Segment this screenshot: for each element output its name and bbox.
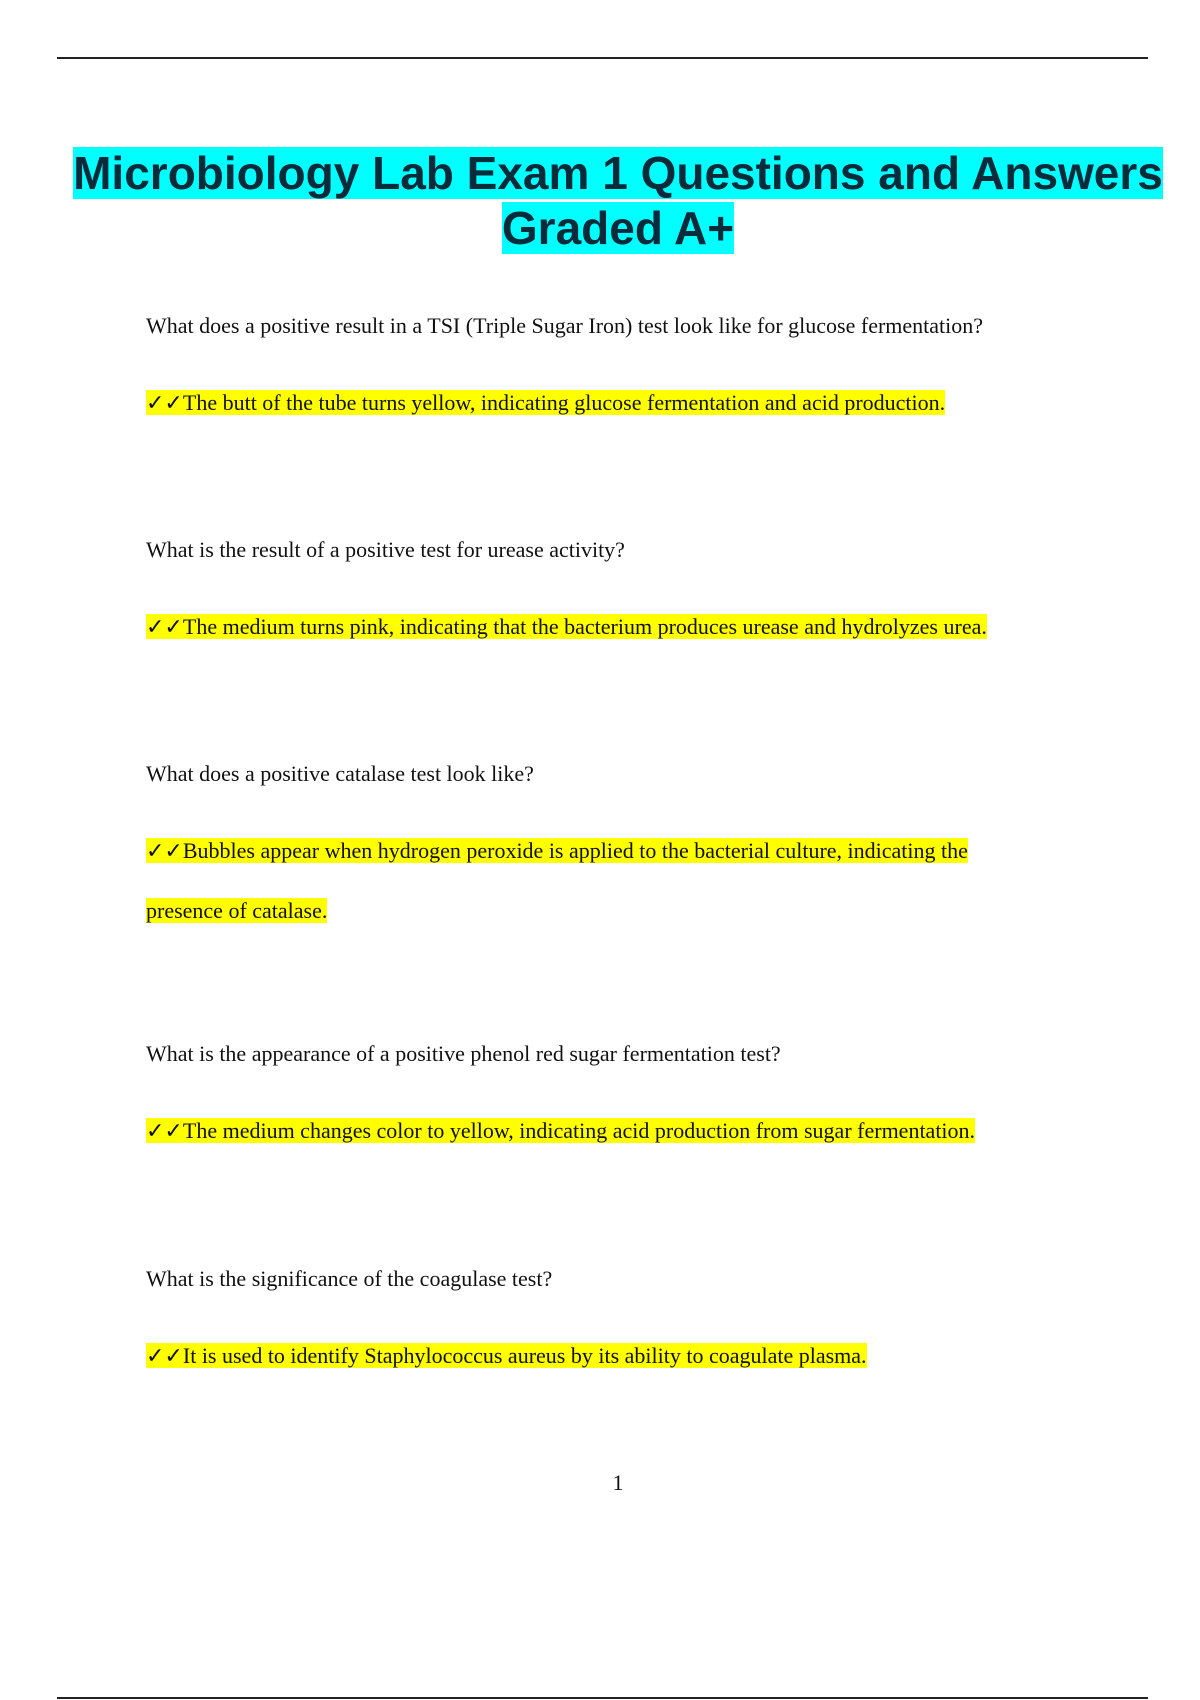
answer-2 <box>146 597 1076 657</box>
check-icon: ✓✓ <box>146 838 183 863</box>
title-text: Microbiology Lab Exam 1 Questions and Answers Graded A+ <box>73 147 1163 254</box>
answer-1 <box>146 373 1076 433</box>
check-icon: ✓✓ <box>146 1118 183 1143</box>
check-icon: ✓✓ <box>146 614 183 639</box>
check-icon: ✓✓ <box>146 1343 183 1368</box>
question-3: What does a positive catalase test look like? <box>146 761 534 786</box>
answer-text: The medium changes color to yellow, indicating acid production from sugar fermentation. <box>182 1118 976 1143</box>
answer-text: The medium turns pink, indicating that the bacterium produces urease and hydrolyzes urea. <box>182 614 987 639</box>
page-number: 1 <box>612 1470 624 1495</box>
question-4: What is the appearance of a positive phenol red sugar fermentation test? <box>146 1041 781 1066</box>
answer-3 <box>146 821 1046 941</box>
footer-rule <box>57 1697 1148 1699</box>
document-title <box>0 146 1200 256</box>
check-icon: ✓✓ <box>146 390 183 415</box>
answer-text: The butt of the tube turns yellow, indicating glucose fermentation and acid production. <box>182 390 946 415</box>
question-2: What is the result of a positive test for urease activity? <box>146 537 625 562</box>
answer-4 <box>146 1101 1146 1161</box>
header-rule <box>57 57 1148 59</box>
answer-5 <box>146 1326 1076 1386</box>
answer-text: Bubbles appear when hydrogen peroxide is applied to the bacterial culture, indicating the presence of catalase. <box>146 838 968 923</box>
answer-text: It is used to identify Staphylococcus aureus by its ability to coagulate plasma. <box>182 1343 867 1368</box>
question-5: What is the significance of the coagulase test? <box>146 1266 553 1291</box>
question-1: What does a positive result in a TSI (Triple Sugar Iron) test look like for glucose fermentation? <box>146 313 984 338</box>
